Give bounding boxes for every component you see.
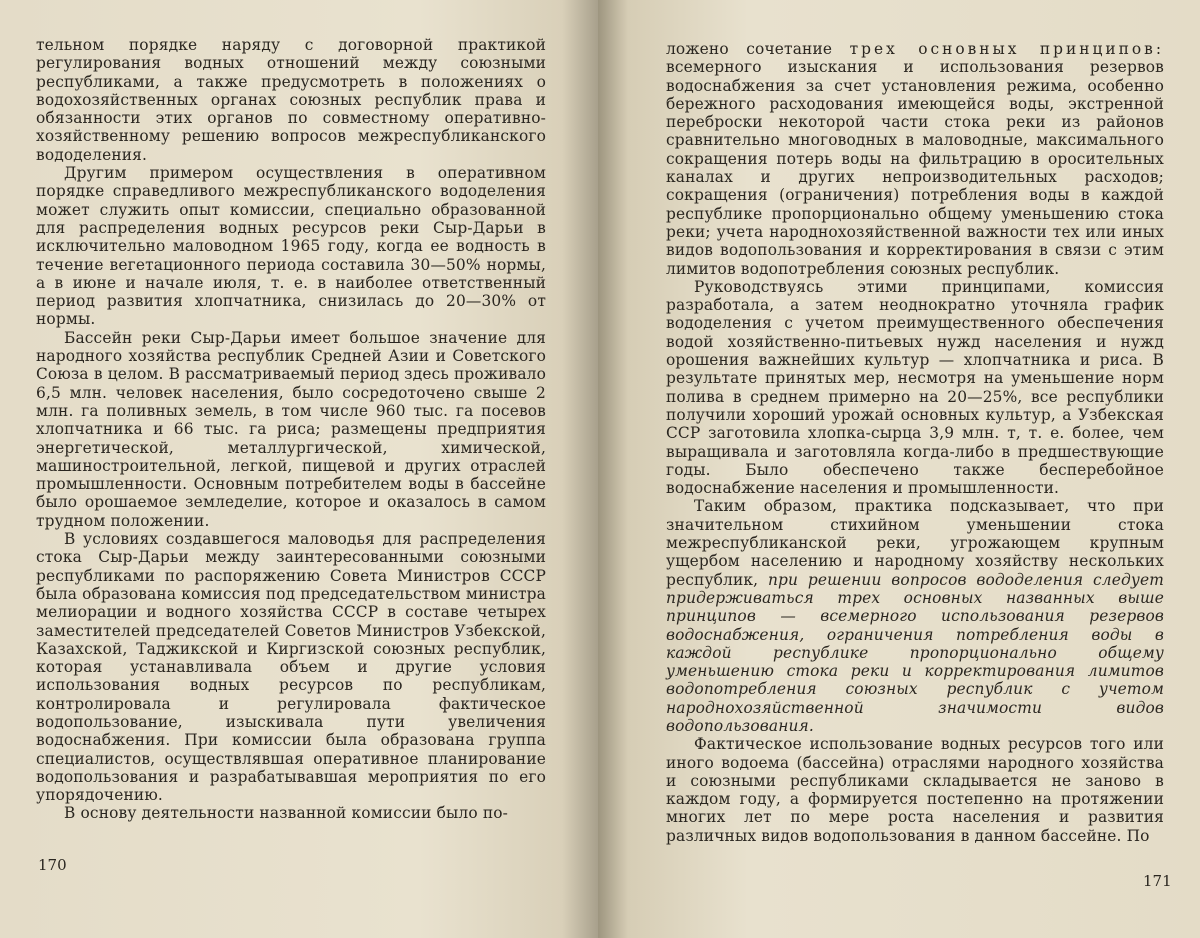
left-paragraph-3: Бассейн реки Сыр-Дарьи имеет большое значение для народного хозяйства республик Средней Азии и Советского Союза в целом. В рассматриваемый период здесь проживало 6,5 млн. человек населения, было сосредоточено свыше 2 млн. га поливных земель, в том числе 960 тыс. га посевов хлопчатника и 66 тыс. га риса; размещены предприятия энергетической, металлургической, химической, машиностроительной, легкой, пищевой и других отраслей промышленности. Основным потребителем воды в бассейне было орошаемое земледелие, которое и оказалось в самом трудном положении.: [36, 328, 546, 530]
right-paragraph-3-italic: при решении вопросов вододеления следует придерживаться трех основных названных выше принципов — всемерного использования резервов водоснабжения, ограничения потребления воды в каждой республике пропорционально общему уменьшению стока реки и корректирования лимитов водопотребления союзных республик с учетом народнохозяйственной значимости видов водопользования.: [666, 570, 1165, 735]
right-paragraph-2: Руководствуясь этими принципами, комиссия разработала, а затем неоднократно уточняла график вододеления с учетом преимущественного обеспечения водой хозяйственно-питьевых нужд населения и нужд орошения важнейших культур — хлопчатника и риса. В результате принятых мер, несмотря на уменьшение норм полива в среднем примерно на 20—25%, все республики получили хороший урожай основных культур, а Узбекская ССР заготовила хлопка-сырца 3,9 млн. т, т. е. более, чем выращивала и заготовляла когда-либо в предшествующие годы. Было обеспечено также бесперебойное водоснабжение населения и промышленности.: [666, 277, 1164, 498]
right-paragraph-3: [666, 497, 1164, 735]
right-paragraph-4: Фактическое использование водных ресурсов того или иного водоема (бассейна) отраслями народного хозяйства и союзными республиками складывается не заново в каждом году, а формируется постепенно на протяжении многих лет по мере роста населения и развития различных видов водопользования в данном бассейне. По: [666, 735, 1164, 845]
left-paragraph-2: Другим примером осуществления в оперативном порядке справедливого межреспубликанского вододеления может служить опыт комиссии, специально образованной для распределения водных ресурсов реки Сыр-Дарьи в исключительно маловодном 1965 году, когда ее водность в течение вегетационного периода составила 30—50% нормы, а в июне и начале июля, т. е. в наиболее ответственный период развития хлопчатника, снизилась до 20—30% от нормы.: [36, 164, 546, 329]
left-paragraph-4: В условиях создавшегося маловодья для распределения стока Сыр-Дарьи между заинтересованными союзными республиками по распоряжению Совета Министров СССР была образована комиссия под председательством министра мелиорации и водного хозяйства СССР в составе четырех заместителей председателей Советов Министров Узбекской, Казахской, Таджикской и Киргизской союзных республик, которая устанавливала объем и другие условия использования водных ресурсов по республикам, контролировала и регулировала фактическое водопользование, изыскивала пути увеличения водоснабжения. При комиссии была образована группа специалистов, осуществлявшая оперативное планирование водопользования и разрабатывавшая мероприятия по его упорядочению.: [36, 530, 546, 805]
left-page: [0, 0, 598, 938]
right-paragraph-1-spaced: трех основных принципов:: [849, 40, 1165, 58]
right-paragraph-1-lead: ложено сочетание: [666, 40, 850, 58]
right-paragraph-1: [666, 40, 1164, 278]
left-paragraph-5: В основу деятельности названной комиссии было по-: [64, 804, 508, 823]
right-page: [598, 0, 1200, 938]
page-number-right: 171: [1143, 872, 1172, 890]
page-number-left: 170: [38, 856, 67, 874]
right-paragraph-1-rest: всемерного изыскания и использования резервов водоснабжения за счет установления режима, особенно бережного расходования имеющейся воды, экстренной переброски некоторой части стока реки из районов сравнительно многоводных в маловодные, максимального сокращения потерь воды на фильтрацию в оросительных каналах и других непроизводительных расходов; сокращения (ограничения) потребления воды в каждой республике пропорционально общему уменьшению стока реки; учета народнохозяйственной важности тех или иных видов водопользования и корректирования в связи с этим лимитов водопотребления союзных республик.: [666, 58, 1164, 278]
left-paragraph-1: тельном порядке наряду с договорной практикой регулирования водных отношений между союзными республиками, а также предусмотреть в положениях о водохозяйственных органах союзных республик права и обязанности этих органов по совместному оперативно-хозяйственному решению вопросов межреспубликанского вододеления.: [36, 36, 546, 164]
right-paragraph-3-plain: Таким образом, практика подсказывает, что при значительном стихийном уменьшении стока межреспубликанской реки, угрожающем крупным ущербом населению и народному хозяйству нескольких республик,: [666, 497, 1164, 589]
